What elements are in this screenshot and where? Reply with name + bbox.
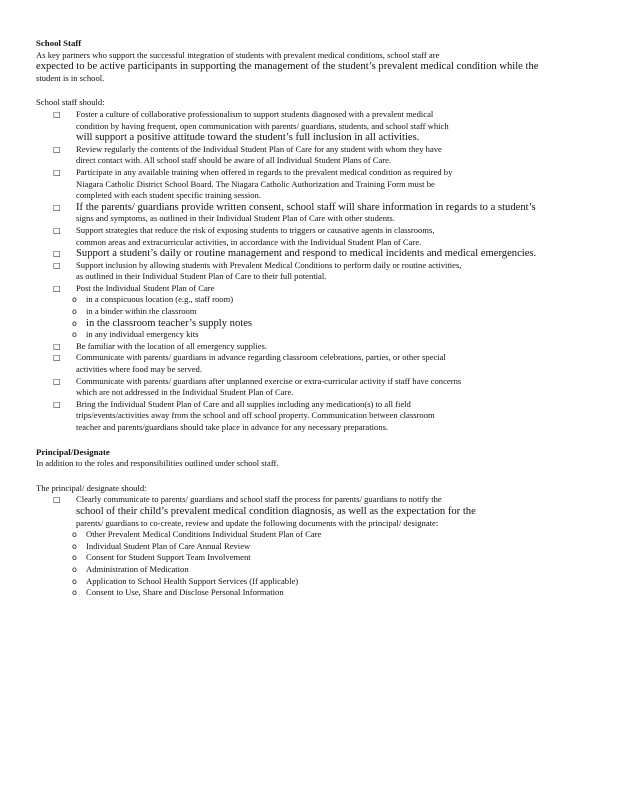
intro-line: expected to be active participants in supporting the management of the student’s prevalent medical condition while the — [36, 61, 539, 73]
checkbox-bullet-icon: □ — [53, 353, 61, 363]
documents-sublist — [36, 529, 576, 599]
sub-list-item: o in a binder within the classroom — [72, 306, 197, 317]
circle-bullet-icon: o — [72, 307, 77, 317]
checkbox-bullet-icon: □ — [53, 341, 61, 351]
circle-bullet-icon: o — [72, 530, 77, 540]
circle-bullet-icon: o — [72, 588, 77, 598]
intro-line: As key partners who support the successful integration of students with prevalent medical conditions, school staff are — [36, 49, 440, 60]
circle-bullet-icon: o — [72, 541, 77, 551]
checkbox-bullet-icon: □ — [53, 144, 61, 154]
list-item: □ Support strategies that reduce the risk of exposing students to triggers or causative agents in classrooms, common areas and extracurricular activities, in accordance with the Individual Student Plan of Care. — [53, 224, 435, 247]
circle-bullet-icon: o — [72, 576, 77, 586]
sub-list-item: o in the classroom teacher’s supply notes — [72, 317, 253, 329]
circle-bullet-icon: o — [72, 564, 77, 574]
checkbox-bullet-icon: □ — [53, 283, 61, 293]
checkbox-bullet-icon: □ — [53, 260, 61, 270]
school-staff-intro — [36, 50, 576, 85]
school-staff-heading: School Staff — [36, 38, 82, 48]
list-item: □ Post the Individual Student Plan of Care o in a conspicuous location (e.g., staff room) o in a binder within the classroom o in the classroom teacher’s supply notes o in any individual emergency kits — [36, 283, 576, 341]
checkbox-bullet-icon: □ — [53, 225, 61, 235]
list-item: □ Communicate with parents/ guardians in advance regarding classroom celebrations, parties, or other special activities where food may be served. — [53, 352, 446, 375]
checkbox-bullet-icon: □ — [53, 495, 61, 505]
list-item: □ Participate in any available training when offered in regards to the prevalent medical condition as required by Niagara Catholic District School Board. The Niagara Catholic Authorization and Training Form must be completed with each student specific training session. — [53, 166, 453, 201]
document-page — [36, 38, 576, 599]
list-item: □ Bring the Individual Student Plan of Care and all supplies including any medication(s) to all field trips/events/activities away from the school and off school property. Communication between classroom teacher and parents/guardians should take place in advance for any necessary preparations. — [53, 398, 435, 432]
list-item: □ Review regularly the contents of the Individual Student Plan of Care for any student with whom they have direct contact with. All school staff should be aware of all Individual Student Plans of Care. — [53, 143, 442, 166]
sub-list-item: o in any individual emergency kits — [72, 329, 199, 340]
list-item: □ Be familiar with the location of all emergency supplies. — [53, 340, 267, 351]
circle-bullet-icon: o — [72, 330, 77, 340]
circle-bullet-icon: o — [72, 318, 77, 328]
sub-list-item: o Administration of Medication — [72, 563, 189, 574]
list-item: □ Clearly communicate to parents/ guardians and school staff the process for parents/ guardians to notify the school of their child’s prevalent medical condition diagnosis, as well as the expectation for the parents/ guardians to co-create, review and update the following documents with the principal/ designate: o Other Prevalent Medical Conditions Individual Student Plan of Care o Individual Student Plan of Care Annual Review o Consent for Student Support Team Involvement o Administration of Medication o Application to School Health Support Services (If applicable) o Consent to Use, Share and Disclose Personal Information — [36, 494, 576, 598]
list-item: □ Communicate with parents/ guardians after unplanned exercise or extra-curricular activity if staff have concerns which are not addressed in the Individual Student Plan of Care. — [53, 375, 462, 398]
post-plan-sublist — [36, 294, 576, 340]
principal-should: The principal/ designate should: — [36, 482, 147, 493]
intro-line: student is in school. — [36, 72, 105, 83]
school-staff-should: School staff should: — [36, 97, 105, 108]
sub-list-item: o Application to School Health Support Services (If applicable) — [72, 575, 299, 586]
principal-list — [36, 494, 576, 598]
principal-heading: Principal/Designate — [36, 446, 110, 457]
circle-bullet-icon: o — [72, 295, 77, 305]
list-item: □ Support inclusion by allowing students with Prevalent Medical Conditions to perform daily or routine activities, as outlined in their Individual Student Plan of Care to their full potential. — [53, 259, 462, 282]
school-staff-list — [36, 109, 576, 434]
sub-list-item: o Individual Student Plan of Care Annual Review — [72, 540, 251, 551]
sub-list-item: o Consent for Student Support Team Involvement — [72, 552, 251, 563]
list-item: □ Foster a culture of collaborative professionalism to support students diagnosed with a prevalent medical condition by having frequent, open communication with parents/ guardians, students, and school staff which will support a positive attitude toward the student’s full inclusion in all activities. — [53, 108, 449, 144]
list-item: □ Support a student’s daily or routine management and respond to medical incidents and medical emergencies. — [53, 248, 537, 260]
circle-bullet-icon: o — [72, 553, 77, 563]
checkbox-bullet-icon: □ — [53, 167, 61, 177]
sub-list-item: o in a conspicuous location (e.g., staff room) — [72, 294, 234, 305]
checkbox-bullet-icon: □ — [53, 376, 61, 386]
checkbox-bullet-icon: □ — [53, 399, 61, 409]
checkbox-bullet-icon: □ — [53, 202, 61, 212]
sub-list-item: o Consent to Use, Share and Disclose Personal Information — [72, 587, 284, 598]
sub-list-item: o Other Prevalent Medical Conditions Individual Student Plan of Care — [72, 529, 322, 540]
checkbox-bullet-icon: □ — [53, 109, 61, 119]
principal-intro: In addition to the roles and responsibilities outlined under school staff. — [36, 458, 279, 469]
list-item: □ If the parents/ guardians provide written consent, school staff will share information in regards to a student’s signs and symptoms, as outlined in their Individual Student Plan of Care with other students. — [53, 201, 536, 224]
checkbox-bullet-icon: □ — [53, 249, 61, 259]
